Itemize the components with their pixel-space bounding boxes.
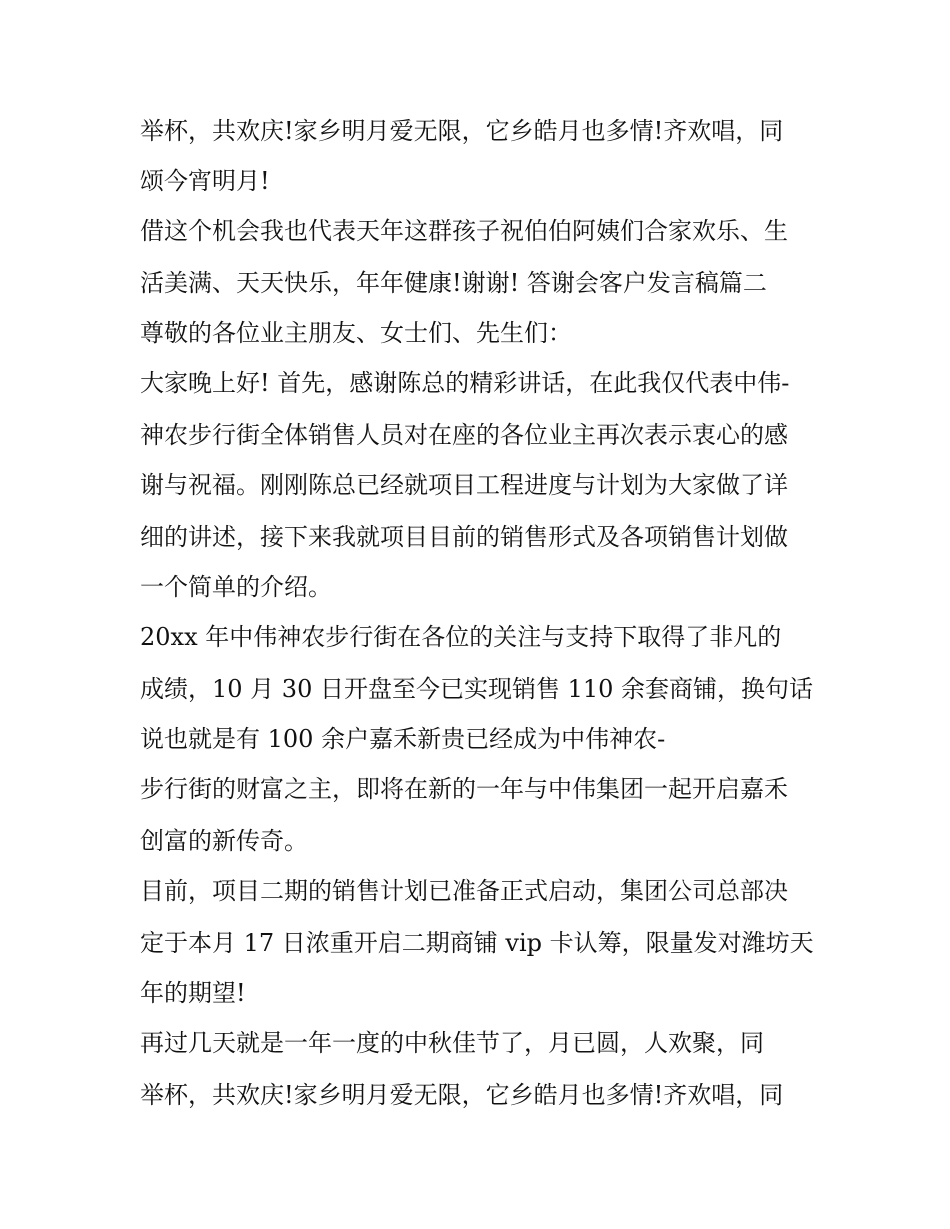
text-line: 借这个机会我也代表天年这群孩子祝伯伯阿姨们合家欢乐、生 bbox=[140, 217, 788, 245]
text-line: 细的讲述，接下来我就项目目前的销售形式及各项销售计划做 bbox=[140, 523, 788, 551]
text-line: 一个简单的介绍。 bbox=[140, 573, 332, 601]
text-line: 成绩，10 月 30 日开盘至今已实现销售 110 余套商铺，换句话 bbox=[140, 675, 814, 703]
text-line: 创富的新传奇。 bbox=[140, 827, 308, 855]
text-line: 举杯，共欢庆!家乡明月爱无限，它乡皓月也多情!齐欢唱，同 bbox=[140, 117, 784, 145]
text-line: 步行街的财富之主，即将在新的一年与中伟集团一起开启嘉禾 bbox=[140, 775, 788, 803]
text-line: 说也就是有 100 余户嘉禾新贵已经成为中伟神农- bbox=[140, 725, 666, 753]
text-line: 再过几天就是一年一度的中秋佳节了，月已圆，人欢聚，同 bbox=[140, 1029, 764, 1057]
text-line: 定于本月 17 日浓重开启二期商铺 vip 卡认筹，限量发对潍坊天 bbox=[140, 929, 814, 957]
text-line: 活美满、天天快乐，年年健康!谢谢! 答谢会客户发言稿篇二 bbox=[140, 269, 767, 297]
text-line: 年的期望! bbox=[140, 979, 246, 1007]
text-line: 20xx 年中伟神农步行街在各位的关注与支持下取得了非凡的 bbox=[140, 623, 782, 651]
text-line: 谢与祝福。刚刚陈总已经就项目工程进度与计划为大家做了详 bbox=[140, 471, 788, 499]
text-line: 颂今宵明月! bbox=[140, 167, 270, 195]
text-line: 举杯，共欢庆!家乡明月爱无限，它乡皓月也多情!齐欢唱，同 bbox=[140, 1081, 784, 1109]
text-line: 尊敬的各位业主朋友、女士们、先生们： bbox=[140, 319, 572, 347]
text-line: 神农步行街全体销售人员对在座的各位业主再次表示衷心的感 bbox=[140, 421, 788, 449]
text-line: 目前，项目二期的销售计划已准备正式启动，集团公司总部决 bbox=[140, 877, 788, 905]
text-line: 大家晚上好! 首先，感谢陈总的精彩讲话，在此我仅代表中伟- bbox=[140, 369, 790, 397]
